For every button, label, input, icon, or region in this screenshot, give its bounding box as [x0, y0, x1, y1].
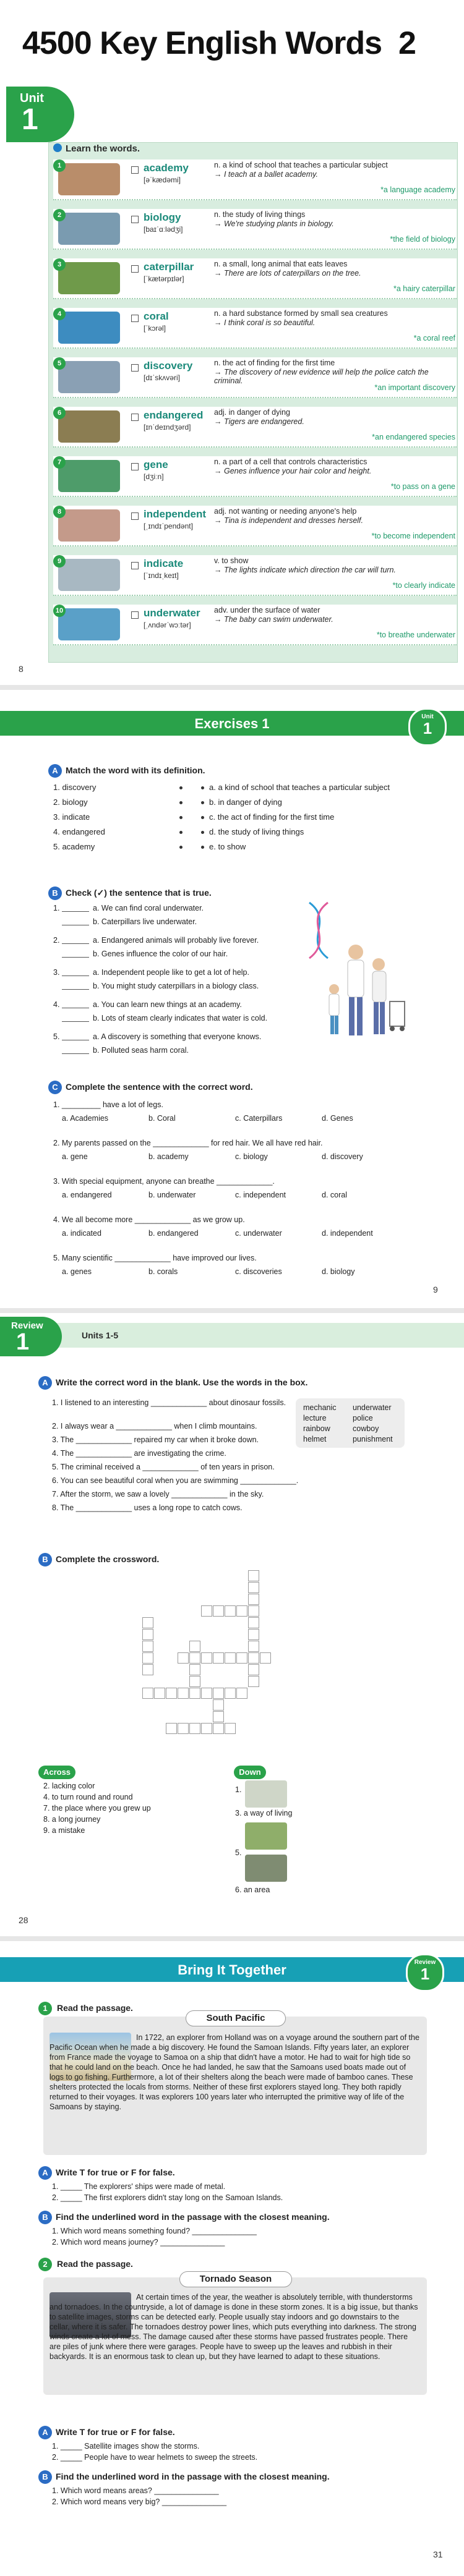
- answer-blank[interactable]: [62, 1021, 89, 1022]
- passage-2-number: 2: [38, 2258, 52, 2271]
- word-collocation: *to become independent: [371, 532, 455, 540]
- word-example: → There are lots of caterpillars on the tree.: [214, 269, 361, 278]
- section-c-marker: C: [48, 1081, 62, 1094]
- answer-blank[interactable]: [62, 957, 89, 958]
- checkbox[interactable]: [131, 364, 139, 372]
- word-number: 10: [53, 605, 66, 617]
- match-word: 3. indicate: [53, 812, 90, 822]
- answer-option[interactable]: a. gene: [62, 1152, 88, 1161]
- crossword-cell[interactable]: [225, 1605, 236, 1617]
- crossword-cell[interactable]: [248, 1676, 259, 1687]
- answer-option[interactable]: b. academy: [148, 1152, 189, 1161]
- crossword-cell[interactable]: [225, 1723, 236, 1734]
- word-definition: adj. in danger of dying: [214, 408, 291, 417]
- word-example: → We're studying plants in biology.: [214, 219, 334, 228]
- answer-option[interactable]: c. Caterpillars: [235, 1114, 283, 1123]
- match-dot[interactable]: [201, 846, 204, 849]
- checkbox[interactable]: [131, 463, 139, 470]
- word-definition: v. to show: [214, 556, 249, 565]
- page-number-9: 9: [433, 1285, 438, 1294]
- passage-2-title: Tornado Season: [179, 2271, 292, 2287]
- item-number: 5.: [53, 1032, 60, 1041]
- crossword-cell[interactable]: [189, 1688, 200, 1699]
- answer-option[interactable]: c. independent: [235, 1191, 286, 1199]
- word-term: caterpillar: [144, 261, 194, 273]
- crossword-cell[interactable]: [201, 1652, 212, 1664]
- word-term: academy: [144, 162, 189, 174]
- word-collocation: *a hairy caterpillar: [393, 284, 455, 293]
- word-example: → I teach at a ballet academy.: [214, 170, 318, 179]
- crossword-cell[interactable]: [213, 1652, 224, 1664]
- learn-icon: [53, 143, 62, 152]
- checkbox[interactable]: [131, 265, 139, 273]
- match-dot[interactable]: [201, 831, 204, 834]
- crossword-cell[interactable]: [178, 1688, 189, 1699]
- word-pronunciation: [ɪnˈdeɪndʒərd]: [144, 423, 191, 431]
- crossword-cell[interactable]: [260, 1652, 271, 1664]
- crossword-cell[interactable]: [178, 1723, 189, 1734]
- unit-number: 1: [22, 103, 38, 136]
- word-term: independent: [144, 508, 207, 520]
- fill-sentence: 7. After the storm, we saw a lovely _____________ in the sky.: [52, 1490, 264, 1498]
- question: 4. We all become more _____________ as we grow up.: [53, 1215, 245, 1224]
- crossword-cell[interactable]: [213, 1711, 224, 1722]
- word-photo: [58, 213, 120, 245]
- page-separator: [0, 1308, 464, 1313]
- bring-review-badge: [406, 1953, 444, 1992]
- down-clue: 6. an area: [235, 1885, 270, 1894]
- word-term: underwater: [144, 607, 200, 619]
- word-photo: [58, 410, 120, 443]
- crossword-cell[interactable]: [142, 1652, 153, 1664]
- title-text: 4500 Key English Words: [22, 25, 382, 61]
- passage-2-instruction: Read the passage.: [57, 2259, 133, 2269]
- word-collocation: *a language academy: [380, 185, 455, 194]
- crossword-cell[interactable]: [142, 1664, 153, 1675]
- word-definition: n. the study of living things: [214, 210, 306, 219]
- across-clue: 7. the place where you grew up: [43, 1804, 151, 1813]
- word-row: [53, 258, 457, 299]
- word-term: endangered: [144, 409, 204, 421]
- answer-blank[interactable]: [62, 943, 89, 944]
- option-a: a. We can find coral underwater.: [93, 904, 204, 912]
- across-clue: 8. a long journey: [43, 1815, 101, 1824]
- crossword-cell[interactable]: [142, 1641, 153, 1652]
- crossword-cell[interactable]: [166, 1688, 177, 1699]
- p2-b-title: Find the underlined word in the passage with the closest meaning.: [56, 2472, 330, 2481]
- passage-1-instruction: Read the passage.: [57, 2003, 133, 2013]
- crossword-cell[interactable]: [225, 1652, 236, 1664]
- badge-number: 1: [423, 719, 432, 738]
- review-b-title: Complete the crossword.: [56, 1554, 160, 1564]
- passage-1-number: 1: [38, 2002, 52, 2015]
- word-row: [53, 506, 457, 546]
- review-a-marker: A: [38, 1376, 52, 1390]
- word-photo: [58, 460, 120, 492]
- p2-b-marker: B: [38, 2470, 52, 2484]
- word-pronunciation: [ˈkɔrəl]: [144, 324, 166, 333]
- word-collocation: *to breathe underwater: [376, 631, 455, 639]
- fill-sentence: 6. You can see beautiful coral when you are swimming _____________.: [52, 1476, 299, 1485]
- option-a: a. Endangered animals will probably live forever.: [93, 936, 259, 945]
- clue-image-hand: [245, 1780, 287, 1808]
- checkbox[interactable]: [131, 216, 139, 223]
- crossword-cell[interactable]: [248, 1641, 259, 1652]
- word-example: → The discovery of new evidence will help the police catch the criminal.: [214, 368, 429, 385]
- exercises-unit-badge: [408, 708, 447, 746]
- passage-1-text: In 1722, an explorer from Holland was on a voyage around the southern part of the Pacific Ocean when he made a big discovery. He found the Samoan Islands. Fifty years later, an explorer from France made the voyage to Samoa on a ship that didn't have a motor. He had to wait for high tide so that he could land on the beach. Once he had landed, he saw that the Samoans used boats made out of logs to go fishing. Furthermore, a lot of their shelters along the beach were made of bamboo canes. These shelters protected the locals from storms. Neither of these first explorers stayed long. They both rapidly returned to their voyages. It was explorers 100 years later who interrupted the primitive way of life of the Samoans by staying.: [49, 2033, 419, 2111]
- word-row: [53, 456, 457, 497]
- fill-sentence: 3. The _____________ repaired my car when it broke down.: [52, 1435, 259, 1444]
- bank-word: cowboy: [353, 1424, 379, 1433]
- word-number: 2: [53, 209, 66, 221]
- word-row: [53, 159, 457, 200]
- fill-sentence: 4. The _____________ are investigating the crime.: [52, 1449, 226, 1458]
- word-photo: [58, 608, 120, 640]
- option-b: b. Polluted seas harm coral.: [93, 1046, 189, 1055]
- word-term: biology: [144, 211, 181, 223]
- crossword-cell[interactable]: [201, 1688, 212, 1699]
- checkbox[interactable]: [131, 512, 139, 520]
- answer-option[interactable]: a. indicated: [62, 1229, 101, 1238]
- word-collocation: *a coral reef: [413, 334, 455, 342]
- bank-word: mechanic: [303, 1403, 337, 1412]
- review-header-bar: [0, 1323, 464, 1348]
- word-number: 4: [53, 308, 66, 320]
- review-badge-number: 1: [16, 1329, 30, 1355]
- match-definition: d. the study of living things: [209, 827, 304, 836]
- crossword-cell[interactable]: [213, 1699, 224, 1711]
- checkbox[interactable]: [131, 166, 139, 174]
- review-b-marker: B: [38, 1553, 52, 1566]
- review-a-title: Write the correct word in the blank. Use the words in the box.: [56, 1377, 308, 1387]
- match-word: 5. academy: [53, 842, 95, 851]
- word-example: → I think coral is so beautiful.: [214, 318, 316, 327]
- crossword-cell[interactable]: [189, 1641, 200, 1652]
- p2-a-title: Write T for true or F for false.: [56, 2427, 175, 2437]
- word-row: [53, 308, 457, 349]
- dna-helix-icon: [309, 903, 328, 958]
- across-clue: 4. to turn round and round: [43, 1793, 133, 1801]
- p1B-question: 2. Which word means journey? _______________: [52, 2238, 225, 2247]
- fill-sentence: 8. The _____________ uses a long rope to catch cows.: [52, 1503, 243, 1512]
- item-number: 4.: [53, 1000, 60, 1009]
- word-pronunciation: [ˈɪndɪˌkeɪt]: [144, 571, 179, 580]
- passage-2-text: At certain times of the year, the weather is absolutely terrible, with thunderstorms and tornadoes. In the countryside, a lot of damage is done in these storm zones. It is a big issue, but thanks to satellite images, storms can be detected early. People usually stay indoors and go downstairs to the cellar, where it is safer. The tornadoes destroy power lines, which puts everything into darkness. The strong winds create a lot of mess. The damage caused after these storms have passed frustrates people. There are piles of junk where there were garages. People have to sweep up the leaves and rubbish in their backyards. It is an enormous task to clean up, but they have learned to adapt to these situations.: [49, 2293, 418, 2361]
- bank-word: rainbow: [303, 1424, 330, 1433]
- p1B-question: 1. Which word means something found? _______________: [52, 2227, 257, 2235]
- match-word: 1. discovery: [53, 783, 97, 792]
- match-word: 2. biology: [53, 797, 88, 807]
- word-collocation: *to pass on a gene: [390, 482, 455, 491]
- crossword-cell[interactable]: [154, 1688, 165, 1699]
- answer-option[interactable]: c. biology: [235, 1152, 268, 1161]
- word-example: → Genes influence your hair color and height.: [214, 467, 372, 475]
- word-example: → Tina is independent and dresses herself.: [214, 516, 364, 525]
- crossword-cell[interactable]: [189, 1723, 200, 1734]
- option-b: b. Caterpillars live underwater.: [93, 917, 197, 926]
- word-collocation: *to clearly indicate: [392, 581, 455, 590]
- word-definition: n. a kind of school that teaches a particular subject: [214, 161, 388, 169]
- down-clue: 5.: [235, 1848, 242, 1857]
- p2A-question: 1. _____ Satellite images show the storms.: [52, 2442, 200, 2451]
- word-example: → The baby can swim underwater.: [214, 615, 333, 624]
- p1-b-title: Find the underlined word in the passage with the closest meaning.: [56, 2212, 330, 2222]
- option-a: a. Independent people like to get a lot of help.: [93, 968, 249, 977]
- match-dot[interactable]: [179, 786, 183, 789]
- word-number: 3: [53, 258, 66, 271]
- bank-word: police: [353, 1414, 373, 1422]
- bring-title: Bring It Together: [178, 1962, 286, 1978]
- item-number: 3.: [53, 968, 60, 977]
- word-number: 6: [53, 407, 66, 419]
- crossword-cell[interactable]: [213, 1723, 224, 1734]
- crossword-cell[interactable]: [248, 1570, 259, 1581]
- question: 2. My parents passed on the _____________ for red hair. We all have red hair.: [53, 1139, 323, 1147]
- p1-a-marker: A: [38, 2166, 52, 2180]
- word-row: [53, 407, 457, 448]
- answer-blank[interactable]: [62, 1053, 89, 1054]
- section-b-marker: B: [48, 886, 62, 900]
- word-term: indicate: [144, 558, 184, 569]
- word-number: 9: [53, 555, 66, 567]
- checkbox[interactable]: [131, 611, 139, 619]
- crossword-cell[interactable]: [248, 1617, 259, 1628]
- unit-label: Unit: [20, 91, 44, 105]
- checkbox[interactable]: [131, 414, 139, 421]
- crossword-cell[interactable]: [213, 1605, 224, 1617]
- crossword-cell[interactable]: [142, 1629, 153, 1640]
- bank-word: lecture: [303, 1414, 327, 1422]
- word-definition: n. a hard substance formed by small sea creatures: [214, 309, 388, 318]
- page-separator: [0, 1936, 464, 1941]
- match-dot[interactable]: [201, 786, 204, 789]
- crossword-cell[interactable]: [236, 1688, 247, 1699]
- word-pronunciation: [dɪˈskʌvəri]: [144, 373, 180, 382]
- word-row: [53, 209, 457, 250]
- word-pronunciation: [əˈkædəmi]: [144, 176, 181, 184]
- crossword-cell[interactable]: [248, 1594, 259, 1605]
- word-pronunciation: [ˌʌndərˈwɔːtər]: [144, 621, 191, 629]
- word-row: [53, 357, 457, 398]
- word-definition: adj. not wanting or needing anyone's help: [214, 507, 357, 516]
- unit-badge: [6, 87, 74, 142]
- answer-option[interactable]: b. corals: [148, 1267, 178, 1276]
- p1-a-title: Write T for true or F for false.: [56, 2167, 175, 2177]
- word-photo: [58, 163, 120, 195]
- word-number: 1: [53, 159, 66, 172]
- crossword-cell[interactable]: [236, 1605, 247, 1617]
- word-number: 5: [53, 357, 66, 370]
- crossword-cell[interactable]: [142, 1688, 153, 1699]
- down-clue: 3. a way of living: [235, 1809, 293, 1817]
- answer-option[interactable]: b. endangered: [148, 1229, 199, 1238]
- checkbox[interactable]: [131, 315, 139, 322]
- word-example: → The lights indicate which direction the car will turn.: [214, 566, 396, 574]
- book-title: [22, 25, 416, 62]
- exercises-title: Exercises 1: [194, 716, 270, 731]
- section-a-marker: A: [48, 764, 62, 778]
- family-illustration: [297, 896, 408, 1048]
- match-definition: e. to show: [209, 842, 246, 851]
- word-pronunciation: [baɪˈɑːlədʒi]: [144, 225, 183, 234]
- question: 3. With special equipment, anyone can breathe _____________.: [53, 1177, 275, 1186]
- word-definition: adv. under the surface of water: [214, 606, 320, 614]
- word-photo: [58, 361, 120, 393]
- crossword-cell[interactable]: [248, 1605, 259, 1617]
- word-definition: n. a part of a cell that controls characteristics: [214, 457, 367, 466]
- match-dot[interactable]: [179, 831, 183, 834]
- page-number-8: 8: [19, 664, 24, 674]
- word-term: coral: [144, 310, 169, 322]
- word-term: gene: [144, 459, 168, 470]
- clue-image-field: [245, 1822, 287, 1850]
- review-units: Units 1-5: [82, 1330, 119, 1340]
- word-collocation: *the field of biology: [390, 235, 455, 244]
- answer-option[interactable]: d. independent: [322, 1229, 373, 1238]
- word-row: [53, 605, 457, 645]
- crossword-cell[interactable]: [189, 1652, 200, 1664]
- page-number-28: 28: [19, 1915, 28, 1925]
- crossword-cell[interactable]: [142, 1617, 153, 1628]
- p1-b-marker: B: [38, 2211, 52, 2224]
- word-pronunciation: [ˈkætərpɪlər]: [144, 274, 184, 283]
- clue-image-land: [245, 1855, 287, 1882]
- fill-sentence: 2. I always wear a _____________ when I climb mountains.: [52, 1422, 257, 1430]
- word-row: [53, 555, 457, 596]
- word-example: → Tigers are endangered.: [214, 417, 304, 426]
- p2B-question: 2. Which word means very big? _______________: [52, 2497, 227, 2506]
- p1A-question: 2. _____ The first explorers didn't stay long on the Samoan Islands.: [52, 2193, 283, 2202]
- answer-option[interactable]: d. Genes: [322, 1114, 353, 1123]
- item-number: 2.: [53, 936, 60, 945]
- answer-option[interactable]: a. genes: [62, 1267, 92, 1276]
- answer-option[interactable]: d. discovery: [322, 1152, 363, 1161]
- crossword-cell[interactable]: [213, 1688, 224, 1699]
- word-number: 8: [53, 506, 66, 518]
- option-a: a. A discovery is something that everyone knows.: [93, 1032, 262, 1041]
- option-b: b. Genes influence the color of our hair.: [93, 950, 228, 958]
- down-clue: 1.: [235, 1785, 242, 1794]
- review-badge-label: Review: [11, 1320, 43, 1331]
- word-pronunciation: [ˌɪndɪˈpendənt]: [144, 522, 193, 530]
- answer-option[interactable]: c. discoveries: [235, 1267, 282, 1276]
- answer-blank[interactable]: [62, 911, 89, 912]
- bank-word: punishment: [353, 1435, 393, 1443]
- learn-instruction: Learn the words.: [66, 143, 140, 154]
- match-dot[interactable]: [201, 801, 204, 804]
- p1A-question: 1. _____ The explorers' ships were made of metal.: [52, 2182, 226, 2191]
- match-definition: b. in danger of dying: [209, 797, 282, 807]
- section-a-title: Match the word with its definition.: [66, 765, 205, 775]
- word-photo: [58, 262, 120, 294]
- bank-word: helmet: [303, 1435, 327, 1443]
- section-b-title: Check (✓) the sentence that is true.: [66, 888, 212, 898]
- word-collocation: *an important discovery: [374, 383, 455, 392]
- bank-word: underwater: [353, 1403, 392, 1412]
- answer-option[interactable]: d. coral: [322, 1191, 347, 1199]
- p2B-question: 1. Which word means areas? _______________: [52, 2486, 219, 2495]
- title-level: 2: [398, 25, 416, 61]
- crossword-cell[interactable]: [225, 1688, 236, 1699]
- checkbox[interactable]: [131, 562, 139, 569]
- question: 5. Many scientific _____________ have improved our lives.: [53, 1254, 257, 1262]
- across-clue: 9. a mistake: [43, 1826, 85, 1835]
- match-dot[interactable]: [179, 846, 183, 849]
- p2-a-marker: A: [38, 2426, 52, 2439]
- passage-1-title: South Pacific: [186, 2010, 286, 2026]
- crossword-cell[interactable]: [236, 1652, 247, 1664]
- answer-option[interactable]: c. underwater: [235, 1229, 282, 1238]
- word-definition: n. the act of finding for the first time: [214, 359, 335, 367]
- across-label: Across: [38, 1766, 75, 1779]
- word-collocation: *an endangered species: [372, 433, 455, 441]
- option-b: b. You might study caterpillars in a biology class.: [93, 982, 259, 990]
- section-c-title: Complete the sentence with the correct word.: [66, 1082, 253, 1092]
- crossword-cell[interactable]: [248, 1582, 259, 1593]
- option-b: b. Lots of steam clearly indicates that water is cold.: [93, 1014, 268, 1022]
- match-definition: a. a kind of school that teaches a particular subject: [209, 783, 390, 792]
- match-dot[interactable]: [179, 801, 183, 804]
- across-clue: 2. lacking color: [43, 1782, 95, 1790]
- match-definition: c. the act of finding for the first time: [209, 812, 335, 822]
- crossword-cell[interactable]: [201, 1605, 212, 1617]
- option-a: a. You can learn new things at an academy.: [93, 1000, 242, 1009]
- crossword-cell[interactable]: [178, 1652, 189, 1664]
- answer-option[interactable]: d. biology: [322, 1267, 355, 1276]
- match-dot[interactable]: [201, 816, 204, 819]
- crossword-cell[interactable]: [201, 1723, 212, 1734]
- word-term: discovery: [144, 360, 193, 372]
- crossword-cell[interactable]: [248, 1629, 259, 1640]
- crossword-cell[interactable]: [189, 1676, 200, 1687]
- word-photo: [58, 312, 120, 344]
- word-definition: n. a small, long animal that eats leaves: [214, 260, 348, 268]
- page-separator: [0, 685, 464, 690]
- fill-sentence: 5. The criminal received a _____________ of ten years in prison.: [52, 1463, 275, 1471]
- crossword-cell[interactable]: [166, 1723, 177, 1734]
- word-photo: [58, 509, 120, 542]
- match-word: 4. endangered: [53, 827, 105, 836]
- answer-blank[interactable]: [62, 989, 89, 990]
- word-pronunciation: [dʒiːn]: [144, 472, 164, 481]
- word-photo: [58, 559, 120, 591]
- match-dot[interactable]: [179, 816, 183, 819]
- crossword-cell[interactable]: [248, 1664, 259, 1675]
- answer-option[interactable]: a. endangered: [62, 1191, 112, 1199]
- answer-option[interactable]: b. Coral: [148, 1114, 176, 1123]
- fill-sentence: 1. I listened to an interesting _____________ about dinosaur fossils.: [52, 1398, 286, 1407]
- badge-number: 1: [420, 1965, 430, 1983]
- answer-option[interactable]: a. Academies: [62, 1114, 109, 1123]
- review-badge: [0, 1317, 62, 1356]
- down-label: Down: [234, 1766, 266, 1779]
- badge-label: Review: [414, 1959, 436, 1966]
- crossword-cell[interactable]: [189, 1664, 200, 1675]
- page-number-31: 31: [433, 2549, 443, 2559]
- item-number: 1.: [53, 904, 60, 912]
- word-number: 7: [53, 456, 66, 469]
- crossword-cell[interactable]: [248, 1652, 259, 1664]
- badge-label: Unit: [421, 713, 434, 720]
- question: 1. _________ have a lot of legs.: [53, 1100, 163, 1109]
- answer-option[interactable]: b. underwater: [148, 1191, 196, 1199]
- p2A-question: 2. _____ People have to wear helmets to sweep the streets.: [52, 2453, 258, 2462]
